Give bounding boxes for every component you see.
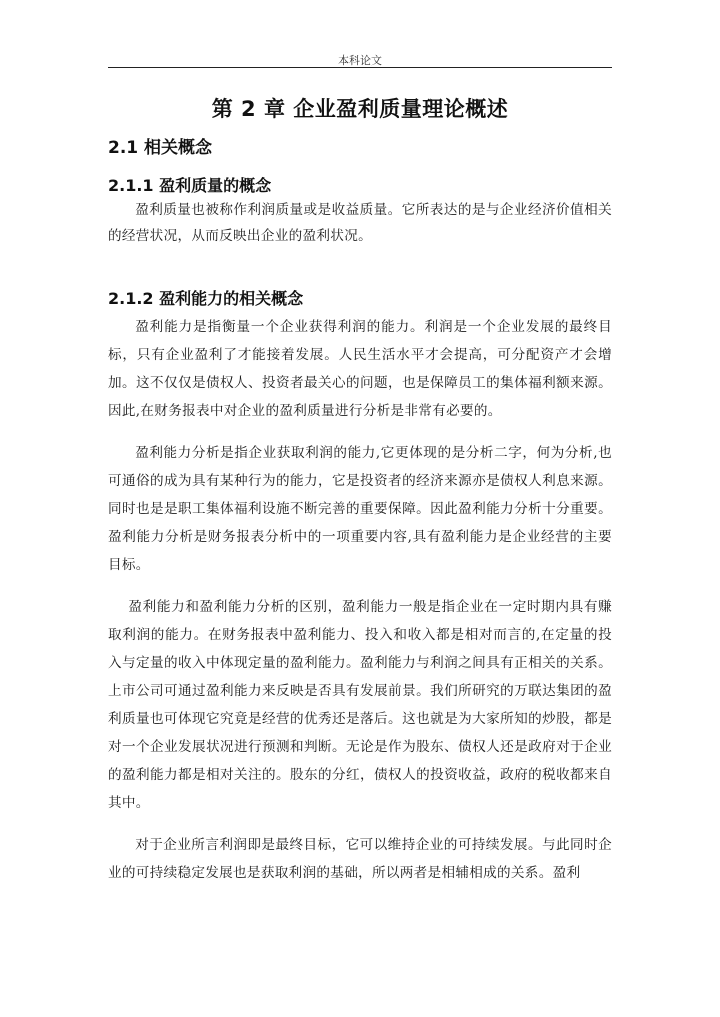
section-heading-2-1: 2.1 相关概念 <box>108 138 213 158</box>
header-rule <box>108 67 612 68</box>
section-heading-2-1-1: 2.1.1 盈利质量的概念 <box>108 176 272 195</box>
paragraph-profitability-4: 对于企业所言利润即是最终目标，它可以维持企业的可持续发展。与此同时企业的可持续稳定发展也是获取利润的基础，所以两者是相辅相成的关系。盈利 <box>108 837 612 881</box>
chapter-title: 第 2 章 企业盈利质量理论概述 <box>211 97 509 121</box>
paragraph-profitability-1: 盈利能力是指衡量一个企业获得利润的能力。利润是一个企业发展的最终目标，只有企业盈利了才能接着发展。人民生活水平才会提高，可分配资产才会增加。这不仅仅是债权人、投资者最关心的问题，也是保障员工的集体福利额来源。因此,在财务报表中对企业的盈利质量进行分析是非常有必要的。 <box>108 319 612 419</box>
paragraph-profitability-3: 盈利能力和盈利能力分析的区别，盈利能力一般是指企业在一定时期内具有赚取利润的能力。在财务报表中盈利能力、投入和收入都是相对而言的,在定量的投入与定量的收入中体现定量的盈利能力。盈利能力与利润之间具有正相关的关系。上市公司可通过盈利能力来反映是否具有发展前景。我们所研究的万联达集团的盈利质量也可体现它究竟是经营的优秀还是落后。这也就是为大家所知的炒股，都是对一个企业发展状况进行预测和判断。无论是作为股东、债权人还是政府对于企业的盈利能力都是相对关注的。股东的分红，债权人的投资收益，政府的税收都来自其中。 <box>108 599 612 811</box>
section-heading-2-1-2: 2.1.2 盈利能力的相关概念 <box>108 289 304 308</box>
running-header: 本科论文 <box>338 54 382 67</box>
paragraph-profitability-2: 盈利能力分析是指企业获取利润的能力,它更体现的是分析二字，何为分析,也可通俗的成为具有某种行为的能力，它是投资者的经济来源亦是债权人利息来源。同时也是是职工集体福利设施不断完善的重要保障。因此盈利能力分析十分重要。盈利能力分析是财务报表分析中的一项重要内容,具有盈利能力是企业经营的主要目标。 <box>108 445 612 573</box>
paragraph-profit-quality: 盈利质量也被称作利润质量或是收益质量。它所表达的是与企业经济价值相关的经营状况，从而反映出企业的盈利状况。 <box>108 202 612 244</box>
